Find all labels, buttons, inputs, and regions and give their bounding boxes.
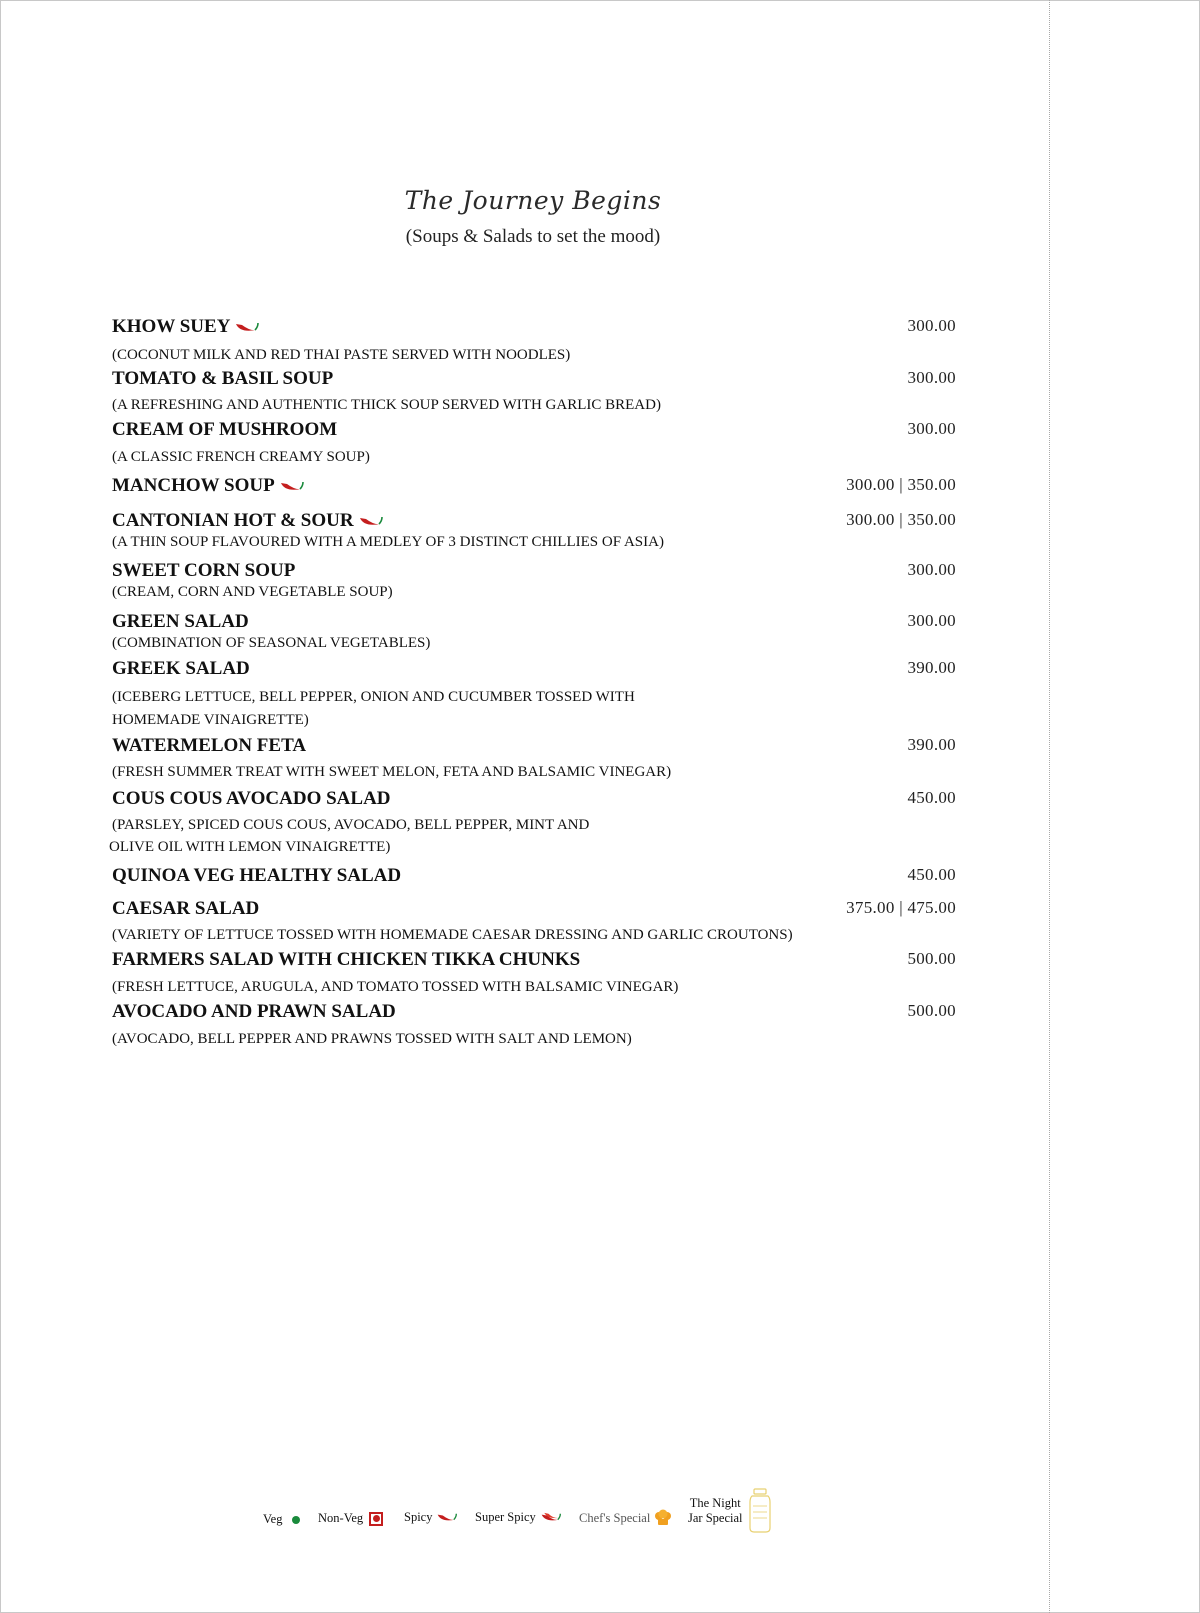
section-title: The Journey Begins (404, 186, 662, 215)
section-subtitle: (Soups & Salads to set the mood) (405, 226, 661, 247)
item-description: (COMBINATION OF SEASONAL VEGETABLES) (112, 635, 431, 651)
item-name: CANTONIAN HOT & SOUR (112, 510, 384, 532)
legend-veg (263, 1512, 300, 1527)
item-price: 300.00 (907, 611, 956, 630)
item-price: 300.00 (907, 316, 956, 335)
night-jar-icon (747, 1488, 773, 1534)
non-veg-marker-icon (369, 1512, 383, 1526)
item-price: 300.00 (907, 368, 956, 387)
item-price: 300.00 (907, 560, 956, 579)
item-description: (FRESH LETTUCE, ARUGULA, AND TOMATO TOSSED WITH BALSAMIC VINEGAR) (112, 979, 679, 995)
item-price: 450.00 (907, 788, 956, 807)
item-description: (A THIN SOUP FLAVOURED WITH A MEDLEY OF 3 DISTINCT CHILLIES OF ASIA) (112, 534, 664, 550)
item-description: (A REFRESHING AND AUTHENTIC THICK SOUP SERVED WITH GARLIC BREAD) (112, 397, 661, 413)
legend-non-veg-label: Non-Veg (318, 1511, 364, 1525)
item-description: (AVOCADO, BELL PEPPER AND PRAWNS TOSSED WITH SALT AND LEMON) (112, 1031, 632, 1047)
item-name: SWEET CORN SOUP (112, 560, 296, 581)
item-description: (FRESH SUMMER TREAT WITH SWEET MELON, FETA AND BALSAMIC VINEGAR) (112, 764, 672, 780)
item-name: WATERMELON FETA (112, 735, 307, 756)
item-description: (CREAM, CORN AND VEGETABLE SOUP) (112, 584, 393, 600)
item-name: CAESAR SALAD (112, 898, 260, 919)
item-name: CREAM OF MUSHROOM (112, 419, 338, 440)
legend-chefs-special-label: Chef's Special (579, 1510, 651, 1525)
item-name: FARMERS SALAD WITH CHICKEN TIKKA CHUNKS (112, 949, 581, 970)
chili-icon (279, 480, 305, 494)
legend-night-jar-label: The Night Jar Special (688, 1496, 743, 1525)
chili-icon (234, 321, 260, 335)
item-name: MANCHOW SOUP (112, 475, 305, 497)
item-description: HOMEMADE VINAIGRETTE) (112, 712, 309, 728)
chili-icon (358, 515, 384, 529)
item-description: (PARSLEY, SPICED COUS COUS, AVOCADO, BELL PEPPER, MINT AND (112, 817, 590, 833)
item-price: 300.00 | 350.00 (846, 510, 956, 529)
double-chili-icon (540, 1512, 562, 1524)
legend-veg-label: Veg (263, 1512, 283, 1526)
item-price: 390.00 (907, 658, 956, 677)
item-description: (ICEBERG LETTUCE, BELL PEPPER, ONION AND CUCUMBER TOSSED WITH (112, 689, 635, 705)
item-price: 500.00 (907, 1001, 956, 1020)
legend-super-spicy (475, 1510, 562, 1525)
item-description: (A CLASSIC FRENCH CREAMY SOUP) (112, 449, 370, 465)
legend-night-jar-special (688, 1488, 773, 1534)
item-price: 300.00 | 350.00 (846, 475, 956, 494)
legend-non-veg (318, 1511, 383, 1526)
item-description: (COCONUT MILK AND RED THAI PASTE SERVED WITH NOODLES) (112, 347, 571, 363)
item-name: QUINOA VEG HEALTHY SALAD (112, 865, 402, 886)
item-name: GREEN SALAD (112, 611, 249, 632)
item-name: COUS COUS AVOCADO SALAD (112, 788, 391, 809)
item-name: TOMATO & BASIL SOUP (112, 368, 334, 389)
item-name: AVOCADO AND PRAWN SALAD (112, 1001, 396, 1022)
legend-spicy (404, 1510, 458, 1525)
legend-super-spicy-label: Super Spicy (475, 1510, 536, 1524)
chili-icon (436, 1512, 458, 1524)
item-description: OLIVE OIL WITH LEMON VINAIGRETTE) (109, 839, 391, 855)
item-name: KHOW SUEY (112, 316, 260, 338)
legend-chefs-special (579, 1509, 672, 1527)
item-price: 500.00 (907, 949, 956, 968)
item-price: 375.00 | 475.00 (846, 898, 956, 917)
chef-hat-icon (654, 1509, 672, 1527)
legend-spicy-label: Spicy (404, 1510, 433, 1524)
item-name: GREEK SALAD (112, 658, 250, 679)
item-price: 390.00 (907, 735, 956, 754)
item-price: 450.00 (907, 865, 956, 884)
item-description: (VARIETY OF LETTUCE TOSSED WITH HOMEMADE CAESAR DRESSING AND GARLIC CROUTONS) (112, 927, 793, 943)
veg-dot-icon (292, 1516, 300, 1524)
item-price: 300.00 (907, 419, 956, 438)
